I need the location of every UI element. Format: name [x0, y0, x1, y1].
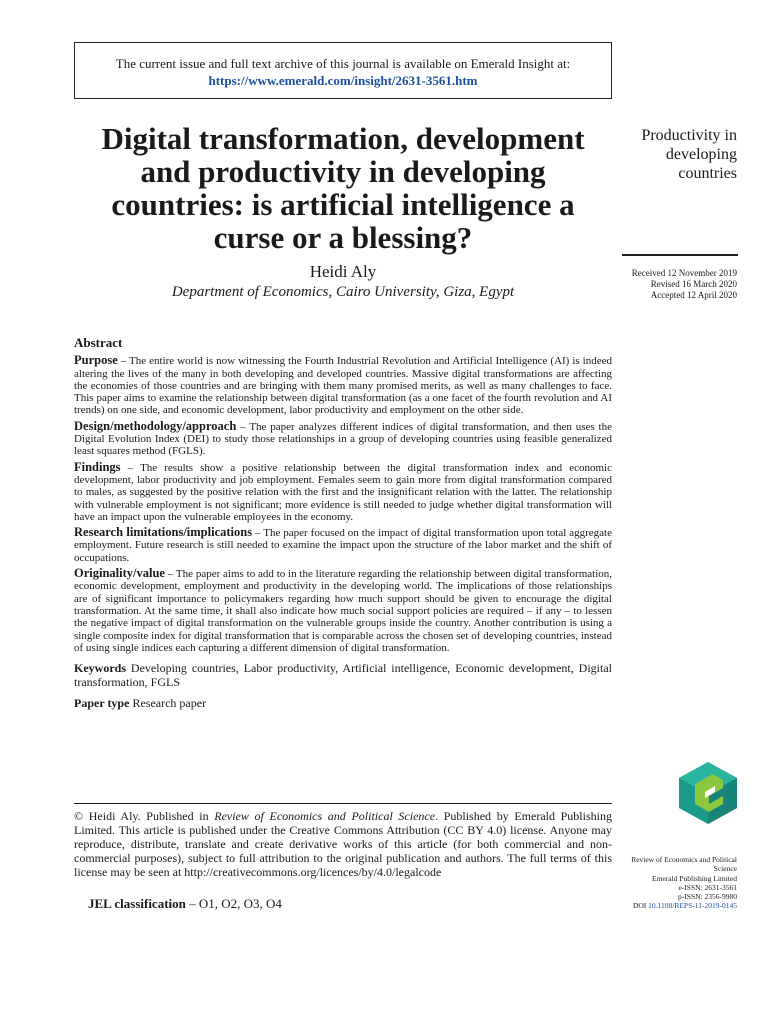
abstract-findings — [74, 461, 612, 523]
author-affiliation: Department of Economics, Cairo University, Giza, Egypt — [171, 284, 515, 300]
paper-type — [74, 697, 612, 709]
abstract-section — [74, 337, 612, 709]
purpose-text: – The entire world is now witnessing the Fourth Industrial Revolution and Artificial Intelligence (AI) is indeed altering the lives of the many in both developing and developed countries. Massive digital transformations are affecting the economies of those countries and are bringing with them many promised merits, as well as many challenges to face. This paper aims to examine the relationship between digital transformation (as a one facet of the fourth revolution and AI trends) on one side, and economic development, labor productivity and employment on the other side. — [74, 355, 612, 417]
author-name: Heidi Aly — [309, 262, 377, 281]
license-notice — [74, 809, 612, 879]
jel-classification — [88, 896, 488, 912]
keywords-label: Keywords — [74, 661, 126, 676]
license-text-2: . Published by Emerald Publishing Limited. This article is published under the Creative Commons Attribution (CC BY 4.0) license. Anyone may reproduce, distribute, translate and create derivative works of this article (for both commercial and non-commercial purposes), subject to full attribution to the original publication and authors. The full terms of this license may be seen at http://creativecommons.org/licences/by/4.0/legalcode — [74, 809, 612, 879]
notice-text: The current issue and full text archive of this journal is available on Emerald Insight at: — [115, 56, 571, 71]
jel-label: JEL classification — [88, 896, 186, 911]
keywords-text: Developing countries, Labor productivity, Artificial intelligence, Economic development, Digital transformation, FGLS — [74, 661, 612, 690]
journal-link[interactable]: https://www.emerald.com/insight/2631-3561.htm — [208, 73, 478, 88]
keywords — [74, 661, 612, 689]
design-label: Design/methodology/approach — [74, 418, 237, 433]
running-head-line: Productivity in — [641, 127, 737, 144]
doi-link[interactable]: 10.1108/REPS-11-2019-0145 — [648, 901, 737, 911]
abstract-design — [74, 420, 612, 458]
accepted-date: Accepted 12 April 2020 — [650, 290, 737, 300]
footnote-rule — [74, 803, 612, 804]
findings-label: Findings — [74, 459, 121, 474]
pissn: p-ISSN: 2356-9980 — [678, 892, 737, 902]
journal-name: Review of Economics and Political Science — [631, 855, 737, 874]
jel-codes: – O1, O2, O3, O4 — [185, 896, 282, 911]
research-text: – The paper focused on the impact of digital transformation upon total aggregate employment. Future research is still needed to examine the impact upon the structure of the labor market and the shift of occupations. — [74, 527, 612, 564]
design-text: – The paper analyzes different indices of digital transformation, and then uses the Digital Evolution Index (DEI) to study those relationships in a group of developing countries using feasible generalized least squares method (FGLS). — [74, 420, 612, 458]
doi — [613, 901, 737, 910]
paper-title: Digital transformation, development and productivity in developing countries: is artificial intelligence a curse or a blessing? — [101, 121, 585, 255]
running-head-line: countries — [678, 165, 737, 182]
eissn: e-ISSN: 2631-3561 — [678, 882, 737, 892]
originality-label: Originality/value — [74, 566, 165, 581]
originality-text: – The paper aims to add to in the literature regarding the relationship between digital transformation, economic development, employment and productivity in the developing world. The implications of those relationships are of significant importance to policymakers regarding how much support should be given to encourage the digital transformation. At the same time, it shall also indicate how much social support policies are required – if any – to lessen the negative impact of digital transformation on the vulnerable groups inside the country. Another contribution is using a single composite index for digital transformation that is comparable across the chosen set of developing countries, instead of using single indices each capturing a different dimension of digital transformation. — [74, 568, 612, 654]
running-head-line: developing — [665, 146, 737, 163]
paper-type-label: Paper type — [74, 696, 130, 711]
running-head-rule — [622, 254, 738, 256]
publisher-name: Emerald Publishing Limited — [652, 873, 737, 883]
abstract-purpose — [74, 354, 612, 416]
abstract-heading: Abstract — [74, 335, 123, 350]
running-head — [597, 126, 737, 183]
abstract-research-limitations — [74, 526, 612, 564]
license-text-1: © Heidi Aly. Published in — [74, 809, 215, 823]
purpose-label: Purpose — [74, 353, 118, 368]
license-journal-name: Review of Economics and Political Science — [214, 809, 436, 823]
received-date: Received 12 November 2019 — [631, 268, 737, 278]
revised-date: Revised 16 March 2020 — [650, 279, 737, 289]
journal-notice-box — [74, 42, 612, 99]
doi-label: DOI — [632, 901, 649, 911]
paper-type-text: Research paper — [129, 696, 207, 711]
findings-text: – The results show a positive relationship between the digital transformation index and economic development, labor productivity and job employment. Females seem to gain more from digital transformation compared to males, as suggested by the positive relation with the first and the insignificant relation with the latter. The relationship with vulnerable employment is not significant; more evidence is still needed to judge whether digital transformation will have an impact upon the vulnerable employees in the economy. — [74, 461, 612, 523]
submission-dates — [597, 268, 737, 301]
crossmark-logo-icon[interactable] — [675, 760, 741, 826]
research-label: Research limitations/implications — [74, 525, 253, 540]
journal-info — [613, 855, 737, 911]
abstract-originality — [74, 567, 612, 654]
